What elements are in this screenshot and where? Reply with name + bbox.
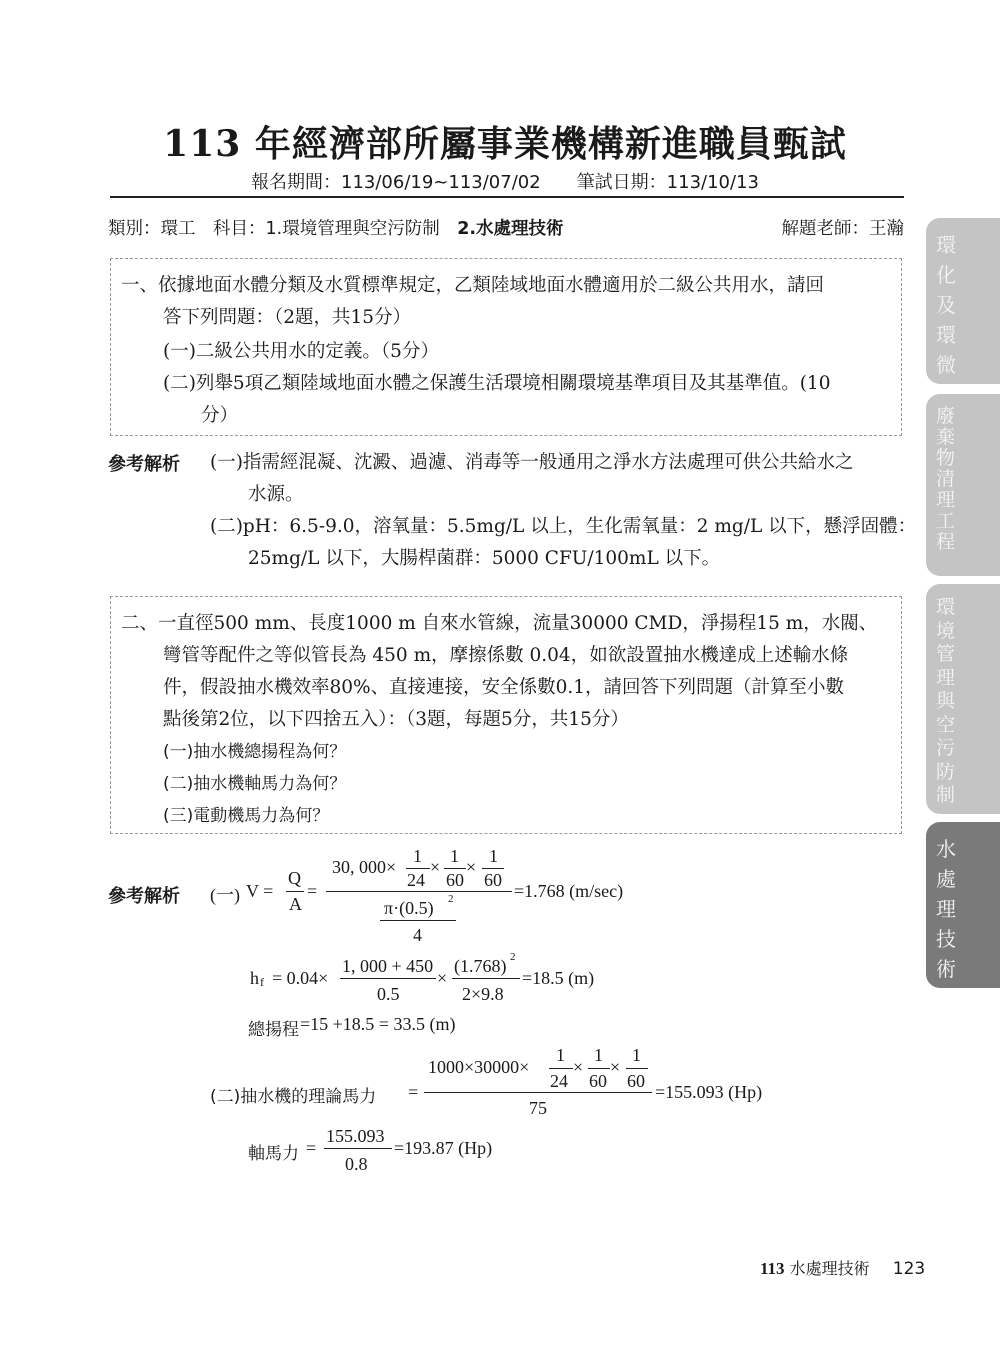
question-1-box — [110, 258, 902, 436]
footer-subject: 水處理技術 — [789, 1259, 870, 1278]
eq4-times-b: × — [610, 1057, 621, 1077]
tab-char: 微 — [936, 353, 956, 377]
eq1-den-exp: 2 — [448, 893, 454, 905]
eq1-qa-bar — [286, 891, 304, 892]
tab-char: 處 — [936, 867, 956, 891]
side-tab-label — [936, 230, 956, 380]
tab-char: 及 — [936, 293, 956, 317]
eq5-eq: = — [306, 1138, 317, 1158]
question-2-box — [110, 596, 902, 834]
side-tab-water-treatment[interactable] — [926, 822, 1000, 988]
eq5-num: 155.093 — [326, 1126, 385, 1146]
eq2-times: × — [437, 968, 448, 988]
tab-char: 棄 — [936, 426, 956, 448]
eq4-frac-bar-b — [588, 1068, 610, 1069]
subject-meta — [108, 215, 904, 240]
side-tab-environmental-chemistry[interactable] — [926, 218, 1000, 384]
tab-char: 管 — [936, 643, 956, 665]
footer-year: 113 — [760, 1259, 785, 1278]
eq4-den-60a: 60 — [589, 1071, 607, 1091]
eq4-eq: = — [408, 1082, 419, 1102]
tab-char: 環 — [936, 323, 956, 347]
eq1-eq: = — [307, 881, 318, 901]
page-title: 113 年經濟部所屬事業機構新進職員甄試 — [163, 123, 847, 165]
tab-char: 制 — [936, 784, 956, 806]
eq1-lhs: V = — [246, 881, 274, 901]
eq5-label: 軸馬力 — [248, 1144, 299, 1164]
eq4-frac-bar-c — [626, 1068, 648, 1069]
answer-2-label: 參考解析 — [108, 886, 180, 907]
eq1-one-c: 1 — [489, 846, 498, 866]
eq1-den-bot: 4 — [413, 925, 422, 945]
eq1-one-a: 1 — [413, 846, 422, 866]
q2-line3: 件，假設抽水機效率80%、直接連接，安全係數0.1，請回答下列問題（計算至小數 — [163, 677, 845, 698]
q1-line2: 答下列問題：（2題，共15分） — [163, 307, 412, 328]
eq2-result: =18.5 (m) — [522, 968, 595, 988]
eq1-prefix: (一) — [210, 885, 240, 905]
eq1-den-60a: 60 — [446, 870, 464, 890]
side-tab-environmental-management[interactable] — [926, 584, 1000, 814]
eq4-num-lead: 1000×30000× — [428, 1057, 530, 1077]
eq2-mid: = 0.04× — [272, 968, 329, 988]
eq1-den-24: 24 — [407, 870, 425, 890]
exam-date: 筆試日期：113/10/13 — [576, 172, 759, 193]
eq2-exp: 2 — [510, 951, 516, 963]
eq2-den1: 0.5 — [377, 984, 400, 1004]
eq4-times-a: × — [573, 1057, 584, 1077]
tab-char: 環 — [936, 596, 956, 618]
eq4-den: 75 — [529, 1098, 547, 1118]
side-tab-label — [936, 596, 955, 808]
q2-sub1: (一)抽水機總揚程為何？ — [163, 742, 347, 762]
eq4-one-b: 1 — [594, 1045, 603, 1065]
tab-char: 清 — [936, 468, 956, 490]
eq4-den-60b: 60 — [627, 1071, 645, 1091]
eq1-den-bar — [380, 920, 456, 921]
eq5-result: =193.87 (Hp) — [394, 1138, 493, 1158]
eq4-den-24: 24 — [550, 1071, 568, 1091]
q1-line1: 一、依據地面水體分類及水質標準規定，乙類陸域地面水體適用於二級公共用水，請回 — [121, 275, 825, 296]
tab-char: 理 — [936, 666, 956, 689]
teacher-name: 解題老師：王瀚 — [781, 219, 904, 239]
eq2-num2: (1.768) — [454, 956, 507, 976]
category-subject: 類別：環工 科目：1.環境管理與空污防制 — [108, 219, 440, 239]
eq4-one-a: 1 — [556, 1045, 565, 1065]
eq1-den-top: π·(0.5) — [384, 898, 434, 918]
eq4-main-bar — [424, 1092, 652, 1093]
eq3-label: 總揚程 — [248, 1020, 299, 1040]
q1-sub2: (二)列舉5項乙類陸域地面水體之保護生活環境相關環境基準項目及其基準值。(10 — [163, 373, 831, 394]
tab-char: 水 — [936, 837, 956, 861]
tab-char: 術 — [936, 957, 956, 981]
eq2-bar1 — [340, 978, 436, 979]
tab-char: 工 — [936, 510, 956, 532]
exam-info — [110, 168, 900, 194]
tab-char: 理 — [936, 489, 956, 511]
eq3-expr: =15 +18.5 = 33.5 (m) — [300, 1014, 456, 1034]
eq1-q: Q — [288, 868, 301, 888]
eq2-lhs: h — [250, 968, 259, 988]
eq5-bar — [324, 1148, 392, 1149]
tab-char: 污 — [936, 737, 956, 759]
eq4-result: =155.093 (Hp) — [655, 1082, 763, 1102]
tab-char: 與 — [936, 690, 956, 712]
tab-char: 空 — [936, 713, 956, 736]
eq1-times-a: × — [430, 857, 441, 877]
eq1-main-bar — [326, 891, 512, 892]
tab-char: 物 — [936, 447, 956, 469]
eq1-one-b: 1 — [450, 846, 459, 866]
eq1-result: =1.768 (m/sec) — [514, 881, 624, 901]
q2-sub2: (二)抽水機軸馬力為何？ — [163, 774, 347, 794]
eq2-sub: f — [260, 975, 264, 989]
eq5-den: 0.8 — [345, 1154, 368, 1174]
side-tab-waste-management[interactable] — [926, 394, 1000, 576]
eq2-bar2 — [452, 978, 520, 979]
tab-char: 境 — [936, 619, 956, 642]
answer-1-label: 參考解析 — [108, 454, 180, 475]
eq1-den-60b: 60 — [484, 870, 502, 890]
eq4-label: (二)抽水機的理論馬力 — [210, 1087, 377, 1107]
eq1-a: A — [289, 894, 302, 914]
q2-line2: 彎管等配件之等似管長為 450 m，摩擦係數 0.04，如欲設置抽水機達成上述輸水條 — [163, 645, 849, 666]
header-divider — [110, 196, 904, 198]
q1-sub2-cont: 分） — [201, 405, 239, 426]
side-tab-label — [936, 406, 955, 553]
a1-p1a: (一)指需經混凝、沈澱、過濾、消毒等一般通用之淨水方法處理可供公共給水之 — [210, 452, 854, 473]
registration-period: 報名期間：113/06/19~113/07/02 — [251, 172, 541, 193]
a1-p2a: (二)pH：6.5-9.0，溶氧量：5.5mg/L 以上，生化需氧量：2 mg/L 以下，懸浮固體： — [210, 516, 917, 537]
subject-highlight: 2.水處理技術 — [457, 219, 564, 239]
tab-char: 環 — [936, 233, 956, 257]
a1-p1b: 水源。 — [248, 484, 304, 505]
eq4-one-c: 1 — [632, 1045, 641, 1065]
eq4-frac-bar-a — [549, 1068, 573, 1069]
eq1-num-lead: 30, 000× — [332, 857, 397, 877]
tab-char: 理 — [936, 897, 956, 921]
eq2-den2: 2×9.8 — [462, 984, 504, 1004]
tab-char: 程 — [936, 531, 956, 553]
tab-char: 廢 — [936, 405, 956, 427]
a1-p2b: 25mg/L 以下，大腸桿菌群：5000 CFU/100mL 以下。 — [248, 548, 721, 569]
side-tab-label — [936, 834, 956, 984]
q2-line1: 二、一直徑500 mm、長度1000 m 自來水管線，流量30000 CMD，淨揚程15 m，水閥、 — [121, 613, 878, 634]
eq2-num1: 1, 000 + 450 — [342, 956, 434, 976]
page-footer — [760, 1256, 925, 1279]
q2-line4: 點後第2位，以下四捨五入）：（3題，每題5分，共15分） — [163, 709, 629, 730]
tab-char: 化 — [936, 263, 956, 287]
q2-sub3: (三)電動機馬力為何？ — [163, 806, 330, 826]
tab-char: 防 — [936, 760, 956, 783]
page-number: 123 — [892, 1259, 926, 1279]
eq1-times-b: × — [466, 857, 477, 877]
q1-sub1: (一)二級公共用水的定義。（5分） — [163, 341, 439, 362]
tab-char: 技 — [936, 927, 956, 951]
